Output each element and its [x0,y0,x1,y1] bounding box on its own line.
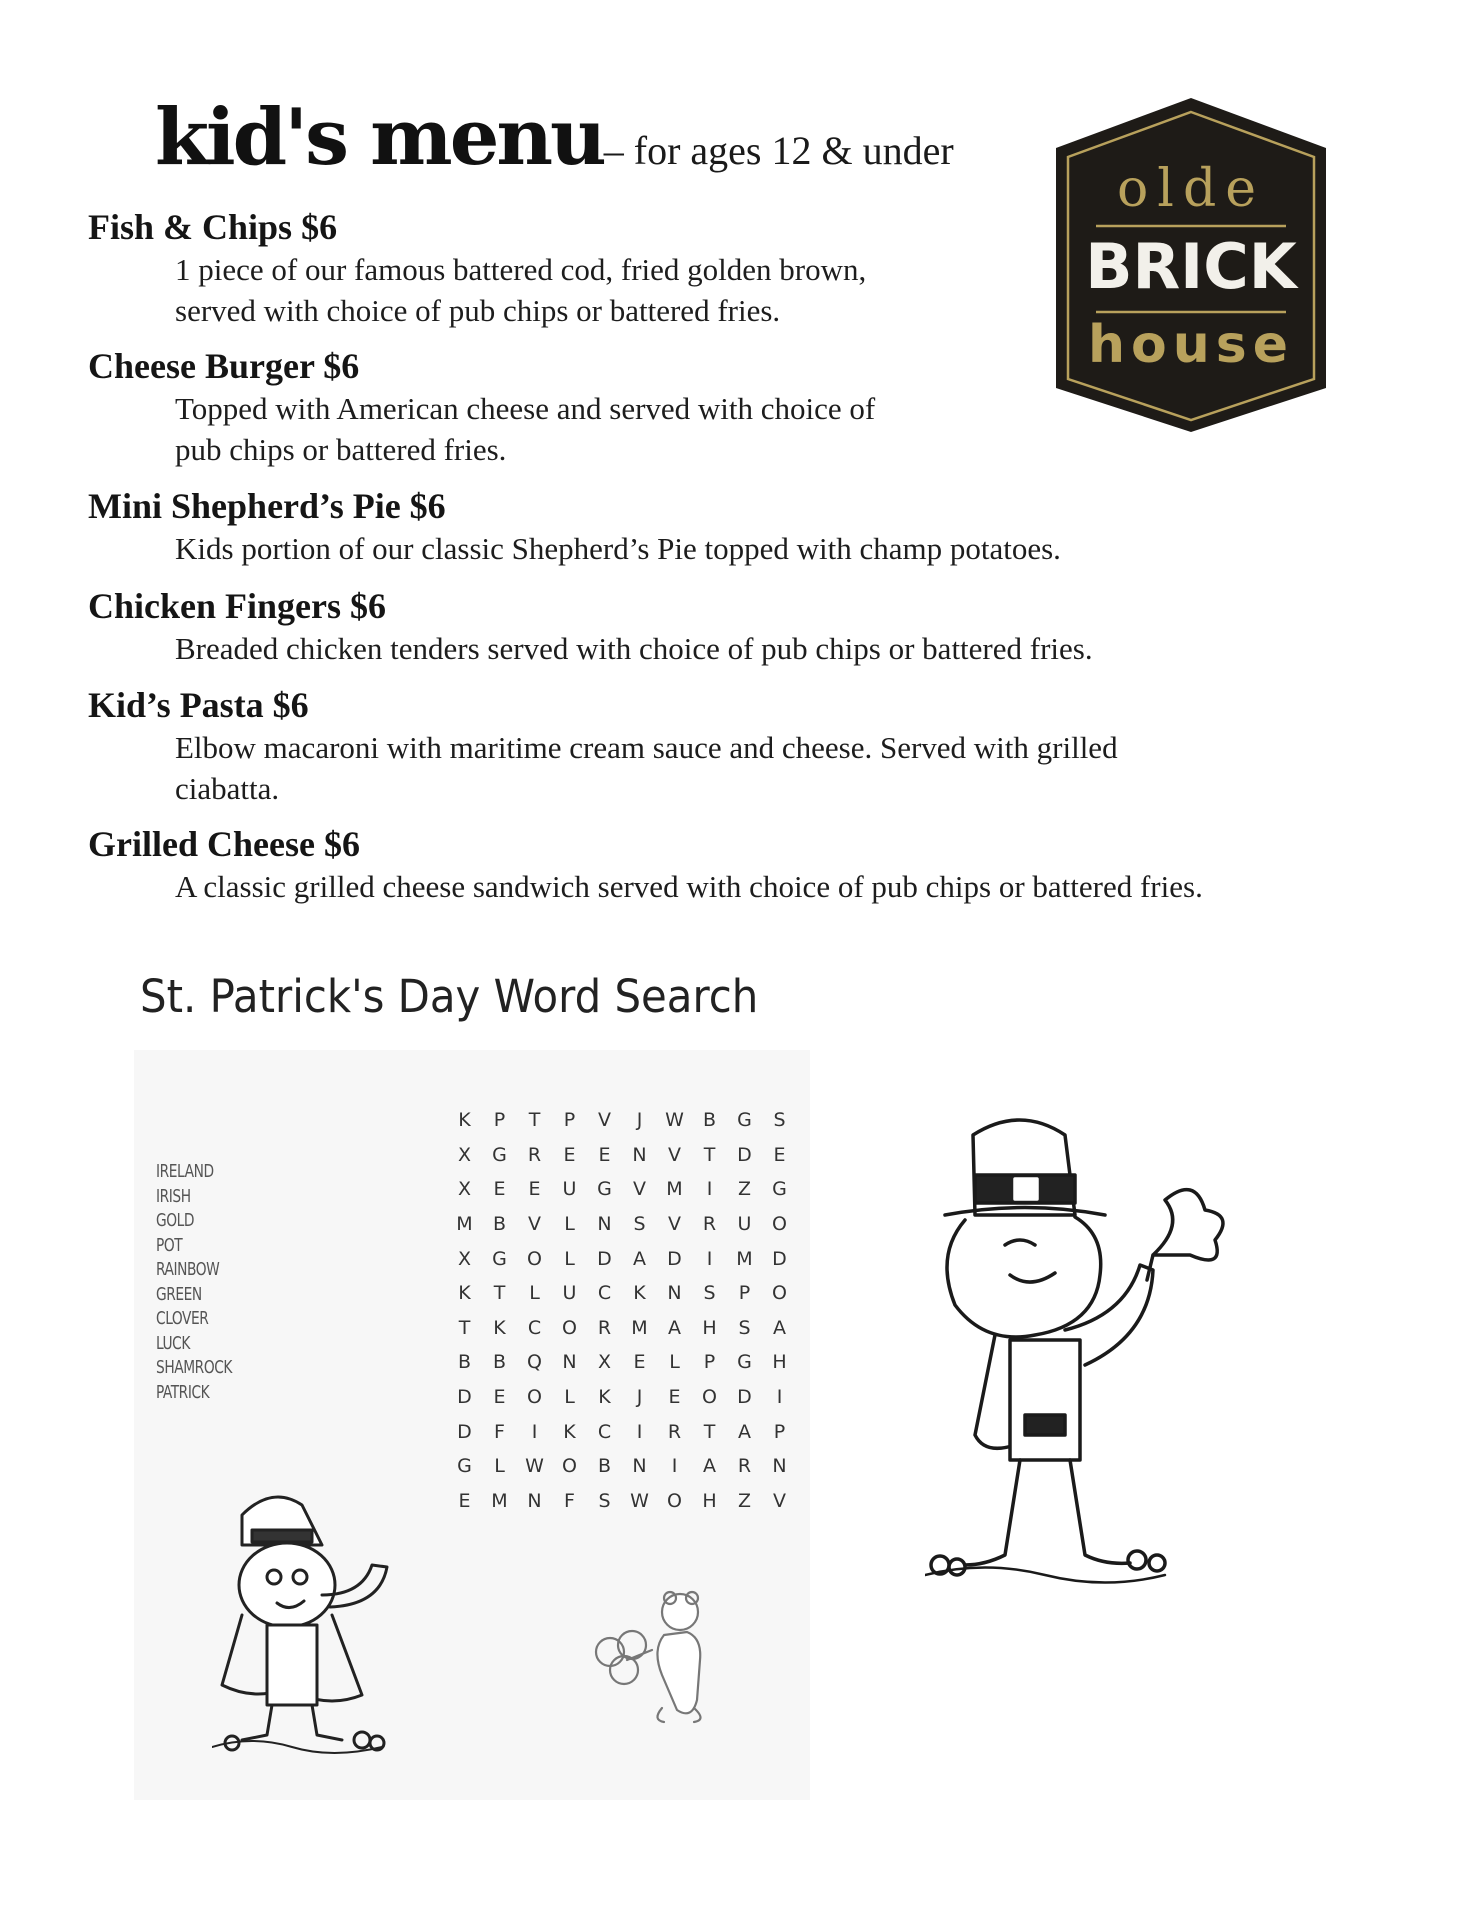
grid-letter: K [458,1109,471,1132]
item-name: Cheese Burger $6 [88,346,360,386]
item-desc-line: Elbow macaroni with maritime cream sauce and cheese. Served with grilled [175,730,1118,765]
grid-letter: A [633,1247,646,1270]
grid-letter: D [597,1247,612,1270]
grid-letter: E [668,1386,681,1409]
grid-letter: N [632,1143,647,1166]
item-desc-line: A classic grilled cheese sandwich served with choice of pub chips or battered fries. [175,869,1203,904]
grid-letter: S [703,1282,716,1305]
word-list-item: GOLD [156,1210,195,1231]
menu-item-fish-chips [88,205,1388,331]
grid-letter: R [527,1143,542,1166]
grid-letter: E [493,1178,506,1201]
word-list-item: GREEN [156,1283,202,1305]
grid-letter: F [494,1420,505,1443]
grid-letter: O [772,1282,787,1305]
grid-letter: B [492,1213,507,1236]
grid-letter: S [598,1489,611,1512]
grid-letter: R [597,1316,612,1339]
grid-letter: P [563,1109,576,1132]
grid-letter: K [563,1420,576,1443]
item-name: Kid’s Pasta $6 [88,685,309,725]
item-desc-line: Breaded chicken tenders served with choice of pub chips or battered fries. [175,631,1093,666]
grid-letter: G [492,1143,507,1166]
menu-title-subtitle: – for ages 12 & under [603,128,954,173]
grid-letter: B [492,1351,507,1374]
grid-letter: O [772,1213,787,1236]
grid-letter: M [631,1316,648,1339]
grid-letter: K [493,1316,506,1339]
grid-letter: V [668,1213,681,1236]
grid-letter: C [597,1420,612,1443]
grid-letter: Q [527,1351,542,1374]
grid-letter: E [528,1178,541,1201]
grid-letter: W [665,1109,684,1132]
grid-letter: F [564,1489,575,1512]
grid-letter: X [457,1143,472,1166]
menu-item-cheese-burger [88,344,1388,470]
logo-line-house: house [1088,315,1294,375]
grid-letter: X [457,1247,472,1270]
grid-letter: V [773,1489,786,1512]
grid-letter: N [667,1282,682,1305]
grid-letter: E [773,1143,786,1166]
grid-letter: B [597,1455,612,1478]
grid-letter: H [702,1489,717,1512]
grid-letter: Z [737,1489,752,1512]
grid-letter: L [669,1351,680,1374]
grid-letter: R [702,1213,717,1236]
word-list-item: SHAMROCK [156,1357,233,1378]
grid-letter: N [772,1455,787,1478]
grid-letter: V [528,1213,541,1236]
grid-letter: V [633,1178,646,1201]
grid-letter: M [736,1247,753,1270]
grid-letter: G [737,1109,752,1132]
grid-letter: W [525,1455,544,1478]
logo-line-olde: olde [1117,159,1265,219]
grid-letter: E [633,1351,646,1374]
grid-letter: T [458,1316,471,1339]
item-name: Mini Shepherd’s Pie $6 [88,486,446,526]
grid-letter: D [737,1143,752,1166]
grid-letter: K [633,1282,646,1305]
grid-letter: X [597,1351,612,1374]
grid-letter: O [527,1386,542,1409]
grid-letter: L [564,1386,575,1409]
grid-letter: U [562,1282,577,1305]
grid-letter: N [632,1455,647,1478]
grid-letter: J [636,1386,643,1409]
menu-item-grilled-cheese [88,822,1388,907]
grid-letter: H [702,1316,717,1339]
grid-letter: A [773,1316,786,1339]
word-list-item: POT [156,1234,183,1256]
grid-letter: C [527,1316,542,1339]
menu-item-kids-pasta [88,683,1388,809]
item-desc-line: ciabatta. [175,771,280,806]
grid-letter: T [493,1282,506,1305]
grid-letter: I [706,1178,713,1201]
word-list-item: PATRICK [156,1381,210,1403]
grid-letter: R [737,1455,752,1478]
item-desc-line: 1 piece of our famous battered cod, fried golden brown, [175,252,867,287]
grid-letter: C [597,1282,612,1305]
grid-letter: E [458,1489,471,1512]
grid-letter: M [456,1213,473,1236]
grid-letter: D [457,1420,472,1443]
grid-letter: G [772,1178,787,1201]
grid-letter: J [636,1109,643,1132]
word-list-item: RAINBOW [156,1259,220,1280]
grid-letter: M [491,1489,508,1512]
word-search-word-list [156,1160,245,1405]
grid-letter: I [636,1420,643,1443]
grid-letter: N [527,1489,542,1512]
grid-letter: G [737,1351,752,1374]
grid-letter: O [527,1247,542,1270]
grid-letter: B [702,1109,717,1132]
grid-letter: S [633,1213,646,1236]
grid-letter: O [562,1316,577,1339]
grid-letter: O [702,1386,717,1409]
menu-title [155,92,954,183]
menu-item-shepherds-pie [88,484,1388,569]
grid-letter: N [562,1351,577,1374]
word-list-item: IRELAND [156,1161,214,1182]
grid-letter: T [528,1109,541,1132]
item-desc-line: pub chips or battered fries. [175,432,507,467]
word-list-item: CLOVER [156,1308,209,1329]
grid-letter: Z [737,1178,752,1201]
word-search-letter-grid [447,1103,797,1518]
grid-letter: S [773,1109,786,1132]
grid-letter: G [457,1455,472,1478]
grid-letter: V [598,1109,611,1132]
grid-letter: S [738,1316,751,1339]
grid-letter: E [493,1386,506,1409]
grid-letter: P [493,1109,506,1132]
item-desc-line: Kids portion of our classic Shepherd’s Pie topped with champ potatoes. [175,531,1061,566]
grid-letter: G [597,1178,612,1201]
grid-letter: L [529,1282,540,1305]
grid-letter: P [738,1282,751,1305]
bear-with-shamrock-illustration [582,1590,742,1740]
grid-letter: B [457,1351,472,1374]
word-list-item: IRISH [156,1185,191,1207]
logo-line-brick: BRICK [1085,230,1297,303]
grid-letter: W [630,1489,649,1512]
item-name: Fish & Chips $6 [88,207,338,247]
leprechaun-with-pipe-illustration [212,1485,472,1765]
grid-letter: I [776,1386,783,1409]
grid-letter: A [668,1316,681,1339]
grid-letter: I [706,1247,713,1270]
grid-letter: K [598,1386,611,1409]
leprechaun-with-shamrock-illustration [925,1105,1245,1605]
grid-letter: D [457,1386,472,1409]
grid-letter: O [667,1489,682,1512]
grid-letter: T [703,1420,716,1443]
grid-letter: I [531,1420,538,1443]
grid-letter: D [772,1247,787,1270]
grid-letter: U [737,1213,752,1236]
item-name: Chicken Fingers $6 [88,586,387,626]
grid-letter: P [703,1351,716,1374]
grid-letter: L [564,1247,575,1270]
grid-letter: L [564,1213,575,1236]
grid-letter: E [563,1143,576,1166]
menu-title-main: kid's menu [155,92,604,183]
grid-letter: P [773,1420,786,1443]
grid-letter: D [667,1247,682,1270]
grid-letter: H [772,1351,787,1374]
item-name: Grilled Cheese $6 [88,824,360,864]
grid-letter: T [703,1143,716,1166]
menu-item-chicken-fingers [88,584,1388,669]
grid-letter: N [597,1213,612,1236]
grid-letter: O [562,1455,577,1478]
grid-letter: E [598,1143,611,1166]
item-desc-line: served with choice of pub chips or battered fries. [175,293,781,328]
grid-letter: I [671,1455,678,1478]
word-search-title: St. Patrick's Day Word Search [140,970,759,1023]
item-desc-line: Topped with American cheese and served with choice of [175,391,876,426]
grid-letter: G [492,1247,507,1270]
grid-letter: U [562,1178,577,1201]
grid-letter: X [457,1178,472,1201]
grid-letter: D [737,1386,752,1409]
grid-letter: L [494,1455,505,1478]
grid-letter: R [667,1420,682,1443]
grid-letter: V [668,1143,681,1166]
grid-letter: M [666,1178,683,1201]
word-list-item: LUCK [156,1332,190,1354]
grid-letter: A [738,1420,751,1443]
grid-letter: K [458,1282,471,1305]
grid-letter: A [703,1455,716,1478]
